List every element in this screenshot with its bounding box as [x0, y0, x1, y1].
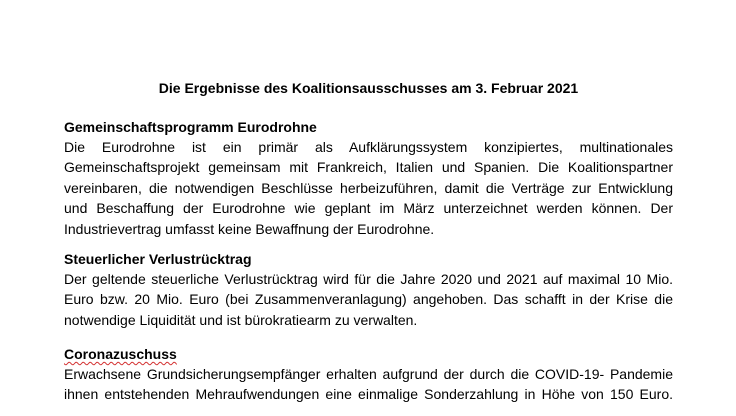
section-paragraph — [64, 137, 673, 239]
paragraph-line: und Beschaffung der Eurodrohne wie geplant im März unterzeichnet werden können. Der — [64, 200, 673, 217]
paragraph-line: notwendige Liquidität und ist bürokratiearm zu verwalten. — [64, 311, 418, 328]
paragraph-line: Euro bzw. 20 Mio. Euro (bei Zusammenveranlagung) angehoben. Das schafft in der Krise die — [64, 291, 673, 308]
document-title: Die Ergebnisse des Koalitionsausschusses am 3. Februar 2021 — [158, 80, 579, 96]
paragraph-line: Der geltende steuerliche Verlustrücktrag wird für die Jahre 2020 und 2021 auf maximal 10 Mio. — [64, 271, 673, 287]
section-coronazuschuss — [64, 345, 673, 405]
section-heading: Steuerlicher Verlustrücktrag — [64, 251, 252, 267]
section-paragraph — [64, 364, 673, 405]
paragraph-line: Gemeinschaftsprojekt gemeinsam mit Frankreich, Italien und Spanien. Die Koalitionspartner — [64, 159, 673, 176]
paragraph-line: Die Eurodrohne ist ein primär als Aufklärungssystem konzipiertes, multinationales — [64, 139, 673, 155]
paragraph-line: Erwachsene Grundsicherungsempfänger erhalten aufgrund der durch die COVID-19- Pandemie — [64, 366, 673, 382]
section-paragraph — [64, 269, 673, 330]
section-verlustruecktrag — [64, 250, 673, 330]
paragraph-line: ihnen entstehenden Mehraufwendungen eine einmalige Sonderzahlung in Höhe von 150 Euro. — [64, 386, 673, 403]
paragraph-line: Industrievertrag umfasst keine Bewaffnung der Eurodrohne. — [64, 220, 435, 237]
paragraph-line: vereinbaren, die notwendigen Beschlüsse herbeizuführen, damit die Verträge zur Entwicklung — [64, 179, 673, 196]
section-heading: Gemeinschaftsprogramm Eurodrohne — [64, 119, 317, 135]
section-heading: Coronazuschuss — [64, 346, 177, 362]
section-eurodrohne — [64, 118, 673, 239]
